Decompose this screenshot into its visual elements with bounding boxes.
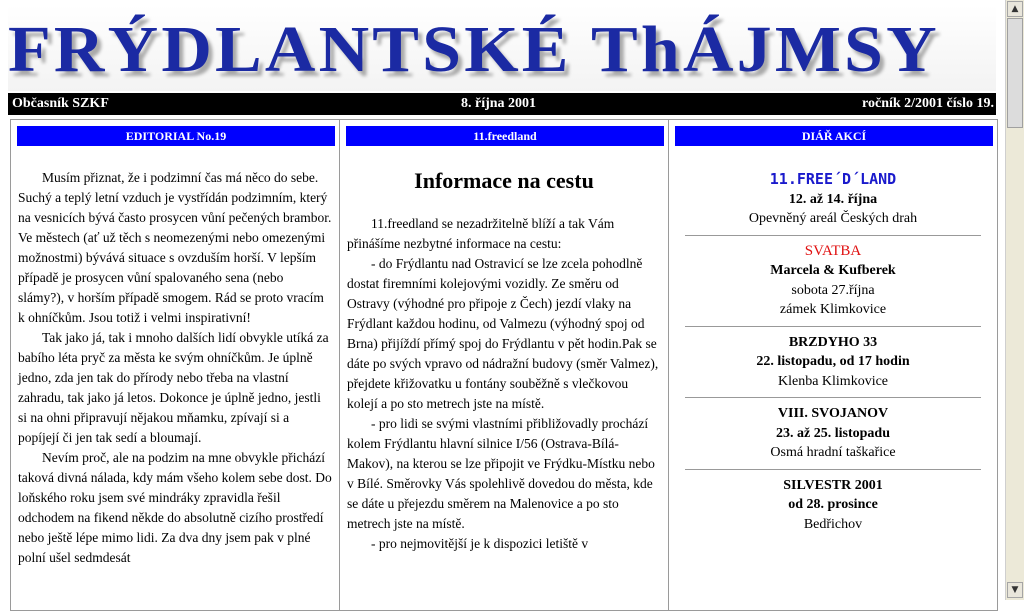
event-place: Opevněný areál Českých drah	[748, 211, 918, 226]
event-item[interactable]	[679, 170, 987, 229]
divider	[685, 397, 981, 398]
article-paragraph: - do Frýdlantu nad Ostravicí se lze zcela pohodlně dostat firemními kolejovými vozidly. Ze směru od Ostravy (výhodné pro připoje z Čech) jezdí vlaky na Frýdlant každou hodinu, od Valmezu (výhodný spoj od Brna) přijíždí přímý spoj do Frýdlantu v pět hodin.Pak se dáte po svých vpravo od nádražní budovy (směr Valmez), přejdete křižovatku u fontány souběžně s vlečkovou kolejí a po sto metrech jste na místě.	[347, 256, 659, 411]
events-header: DIÁŘ AKCÍ	[675, 126, 993, 146]
freedland-header: 11.freedland	[346, 126, 664, 146]
editorial-paragraph: Tak jako já, tak i mnoho dalších lidí obvykle utíká za babího léta pryč za města ke svým ohníčkům. Je úplně jedno, zda jen tak do přírody nebo třeba na vlastní zahradu, tak jako já letos. Dokonce je úplně jedno, jestli si na ohni připravují nějakou mňamku, zpívají si a popíjejí či jen tak sedí a bloumají.	[18, 330, 329, 445]
editorial-body	[18, 168, 332, 568]
issue-date: 8. října 2001	[461, 96, 537, 111]
event-who: Marcela & Kufberek	[770, 263, 896, 278]
info-bar	[8, 93, 996, 115]
scroll-up-button[interactable]: ▲	[1007, 1, 1023, 17]
event-place: Osmá hradní taškařice	[770, 445, 896, 460]
masthead-banner	[8, 5, 996, 91]
issue-number: ročník 2/2001 číslo 19.	[862, 96, 994, 111]
event-item[interactable]	[679, 404, 987, 463]
masthead-title: FRÝDLANTSKÉ ThÁJMSY	[8, 13, 940, 86]
event-date: 23. až 25. listopadu	[776, 425, 890, 441]
event-item[interactable]	[679, 333, 987, 392]
event-date: 22. listopadu, od 17 hodin	[756, 354, 910, 369]
divider	[685, 326, 981, 327]
freedland-column	[339, 119, 669, 611]
scroll-thumb[interactable]	[1007, 18, 1023, 128]
article-paragraph: - pro nejmovitější je k dispozici letiště v	[371, 536, 589, 551]
event-date: od 28. prosince	[788, 497, 878, 512]
event-date: sobota 27.října	[791, 282, 875, 298]
divider	[685, 469, 981, 470]
scroll-down-button[interactable]: ▼	[1007, 582, 1023, 598]
event-name[interactable]: VIII. SVOJANOV	[777, 406, 889, 421]
event-name[interactable]: SVATBA	[804, 242, 862, 259]
event-place: Bedřichov	[803, 516, 863, 532]
editorial-column	[10, 119, 340, 611]
event-date: 12. až 14. října	[788, 191, 878, 207]
event-place: Klenba Klimkovice	[777, 373, 889, 389]
event-place: zámek Klimkovice	[779, 302, 887, 317]
event-name[interactable]: SILVESTR 2001	[783, 477, 883, 493]
editorial-header: EDITORIAL No.19	[17, 126, 335, 146]
event-item[interactable]	[679, 242, 987, 320]
vertical-scrollbar[interactable]	[1005, 0, 1024, 600]
event-name[interactable]: BRZDYHO 33	[788, 334, 878, 350]
article-title: Informace na cestu	[414, 168, 594, 193]
publication-name: Občasník SZKF	[12, 96, 109, 111]
events-list	[679, 170, 987, 534]
article-body	[347, 214, 661, 554]
editorial-paragraph: Musím přiznat, že i podzimní čas má něco do sebe. Suchý a teplý letní vzduch je vystřídán podzimním, který na vesnicích bývá často prosycen vůní pečených brambor. Ve městech (ať už těch s neomezenými nebo omezenými možnostmi) bývává situace s ovzduším horší. V lepším případě je prosycen vůní spalovaného sena (nebo slámy?), v horším případě smogem. Rád se proto vracím k ohníčkům. Jsou totiž i velmi inspirativní!	[18, 170, 332, 325]
editorial-paragraph: Nevím proč, ale na podzim na mne obvykle přichází taková divná nálada, kdy mám všeho kolem sebe dost. Do loňského roku jsem své mindráky zpravidla řešil odchodem na fikend někde do absolutně cizího prostředí nebo ještě lépe mimo lidi. Za dva dny jsem pak v plné polní ušel sedmdesát	[18, 450, 332, 565]
event-name[interactable]: 11.FREE´D´LAND	[769, 170, 897, 188]
event-item[interactable]	[679, 476, 987, 535]
article-paragraph: - pro lidi se svými vlastními přibližovadly prochází kolem Frýdlantu hlavní silnice I/56 (Ostrava-Bílá-Makov), na kterou se lze připojit ve Frýdku-Místku nebo v Bílé. Směrovky Vás spolehlivě dovedou do města, kde se dáte u přejezdu směrem na Malenovice a po sto metrech jste na místě.	[347, 416, 655, 531]
events-column	[668, 119, 998, 611]
divider	[685, 235, 981, 236]
article-paragraph: 11.freedland se nezadržitelně blíží a tak Vám přinášíme nezbytné informace na cestu:	[347, 216, 615, 251]
